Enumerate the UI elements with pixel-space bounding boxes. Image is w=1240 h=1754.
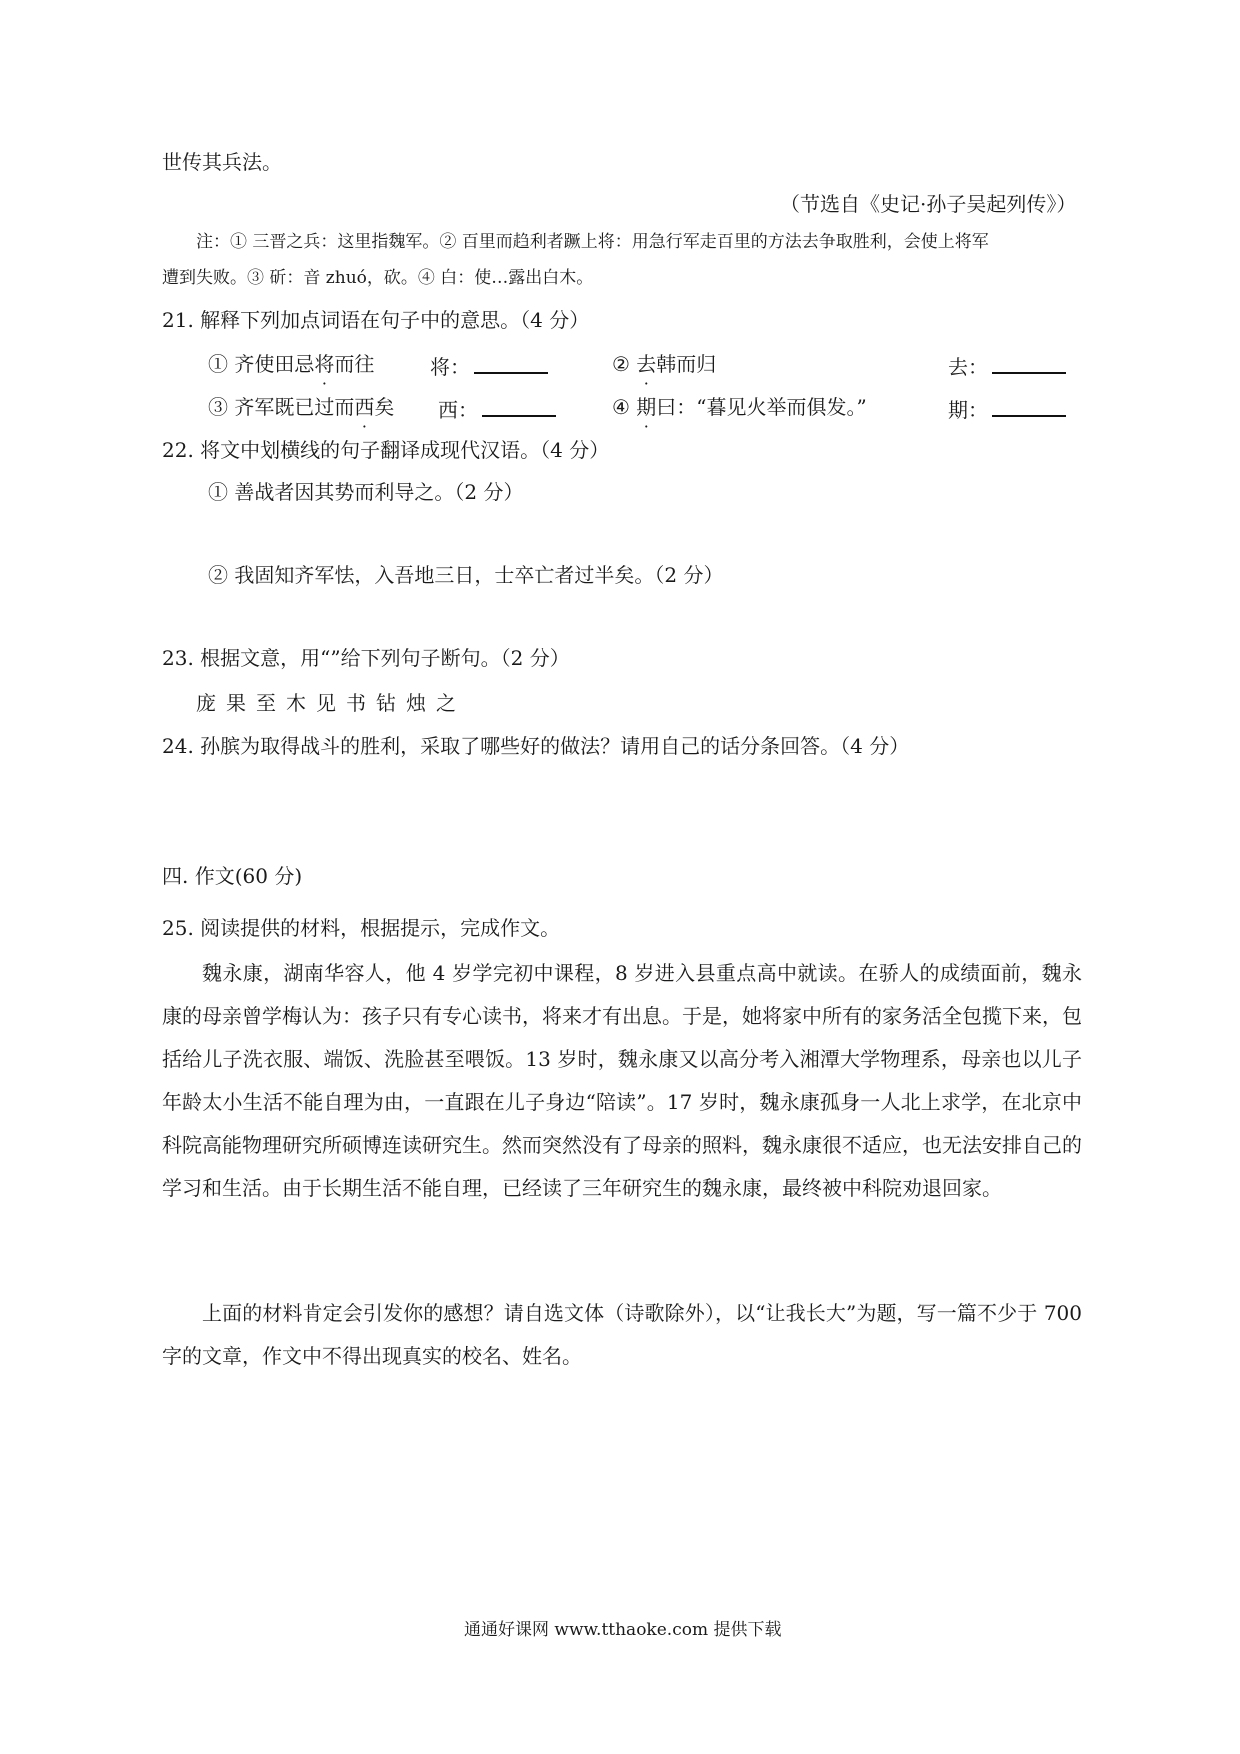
answer-key: 西：	[438, 398, 478, 422]
q21-answer-4[interactable]	[948, 393, 1066, 424]
answer-blank[interactable]	[992, 393, 1066, 417]
prev-text: 世传其兵法。	[162, 150, 282, 174]
notes-line-1: 注：① 三晋之兵：这里指魏军。② 百里而趋利者蹶上将：用急行军走百里的方法去争取胜利，会使上将军	[196, 232, 989, 252]
answer-key: 去：	[948, 355, 988, 379]
q21-item-2	[612, 350, 716, 378]
notes-line-2: 遭到失败。③ 斫：音 zhuó，砍。④ 白：使…露出白木。	[162, 268, 594, 288]
item-number: ①	[208, 352, 228, 376]
item-number: ④	[612, 395, 630, 419]
q25-title: 25. 阅读提供的材料，根据提示，完成作文。	[162, 916, 561, 940]
dotted-word: 期	[636, 395, 657, 419]
q22-item-1: ① 善战者因其势而利导之。（2 分）	[208, 480, 524, 504]
answer-blank[interactable]	[474, 350, 548, 374]
answer-key: 将：	[430, 355, 470, 379]
footer-download-credit: 通通好课网 www.tthaoke.com 提供下载	[464, 1620, 782, 1640]
dotted-word: 将	[314, 352, 335, 376]
answer-key: 期：	[948, 398, 988, 422]
q21-answer-2[interactable]	[948, 350, 1066, 381]
q23-sentence: 庞果至木见书钻烛之	[196, 691, 466, 715]
q24-title: 24. 孙膑为取得战斗的胜利，采取了哪些好的做法？请用自己的话分条回答。（4 分）	[162, 734, 910, 758]
item-number: ②	[612, 352, 630, 376]
item-text-post: 而往	[334, 352, 375, 376]
item-text-post: 矣	[374, 395, 395, 419]
q21-answer-1[interactable]	[430, 350, 548, 381]
q22-item-2: ② 我固知齐军怯，入吾地三日，士卒亡者过半矣。（2 分）	[208, 563, 724, 587]
answer-blank[interactable]	[482, 393, 556, 417]
item-number: ③	[208, 395, 228, 419]
q21-item-4	[612, 393, 867, 421]
section-4-title: 四. 作文(60 分)	[162, 864, 303, 888]
prompt-paragraph: 上面的材料肯定会引发你的感想？请自选文体（诗歌除外），以“让我长大”为题，写一篇不少于 700 字的文章，作文中不得出现真实的校名、姓名。	[162, 1301, 1082, 1368]
q21-answer-3[interactable]	[438, 393, 556, 424]
q23-title: 23. 根据文意，用“”给下列句子断句。（2 分）	[162, 646, 570, 670]
item-text-pre: 齐军既已过而	[234, 395, 355, 419]
item-text-post: 韩而归	[656, 352, 717, 376]
source-citation: （节选自《史记·孙子吴起列传》）	[780, 192, 1077, 216]
q22-title: 22. 将文中划横线的句子翻译成现代汉语。（4 分）	[162, 438, 610, 462]
dotted-word: 去	[636, 352, 657, 376]
dotted-word: 西	[354, 395, 375, 419]
q21-item-3	[208, 393, 394, 421]
q21-item-1	[208, 350, 374, 378]
material-paragraph: 魏永康，湖南华容人，他 4 岁学完初中课程，8 岁进入县重点高中就读。在骄人的成绩面前，魏永康的母亲曾学梅认为：孩子只有专心读书，将来才有出息。于是，她将家中所有的家务活全包揽下来，包括给儿子洗衣服、端饭、洗脸甚至喂饭。13 岁时，魏永康又以高分考入湘潭大学物理系，母亲也以儿子年龄太小生活不能自理为由，一直跟在儿子身边“陪读”。17 岁时，魏永康孤身一人北上求学，在北京中科院高能物理研究所硕博连读研究生。然而突然没有了母亲的照料，魏永康很不适应，也无法安排自己的学习和生活。由于长期生活不能自理，已经读了三年研究生的魏永康，最终被中科院劝退回家。	[162, 961, 1082, 1200]
q21-title: 21. 解释下列加点词语在句子中的意思。（4 分）	[162, 308, 590, 332]
item-text-post: 曰：“暮见火举而俱发。”	[656, 395, 867, 419]
item-text-pre: 齐使田忌	[234, 352, 315, 376]
answer-blank[interactable]	[992, 350, 1066, 374]
